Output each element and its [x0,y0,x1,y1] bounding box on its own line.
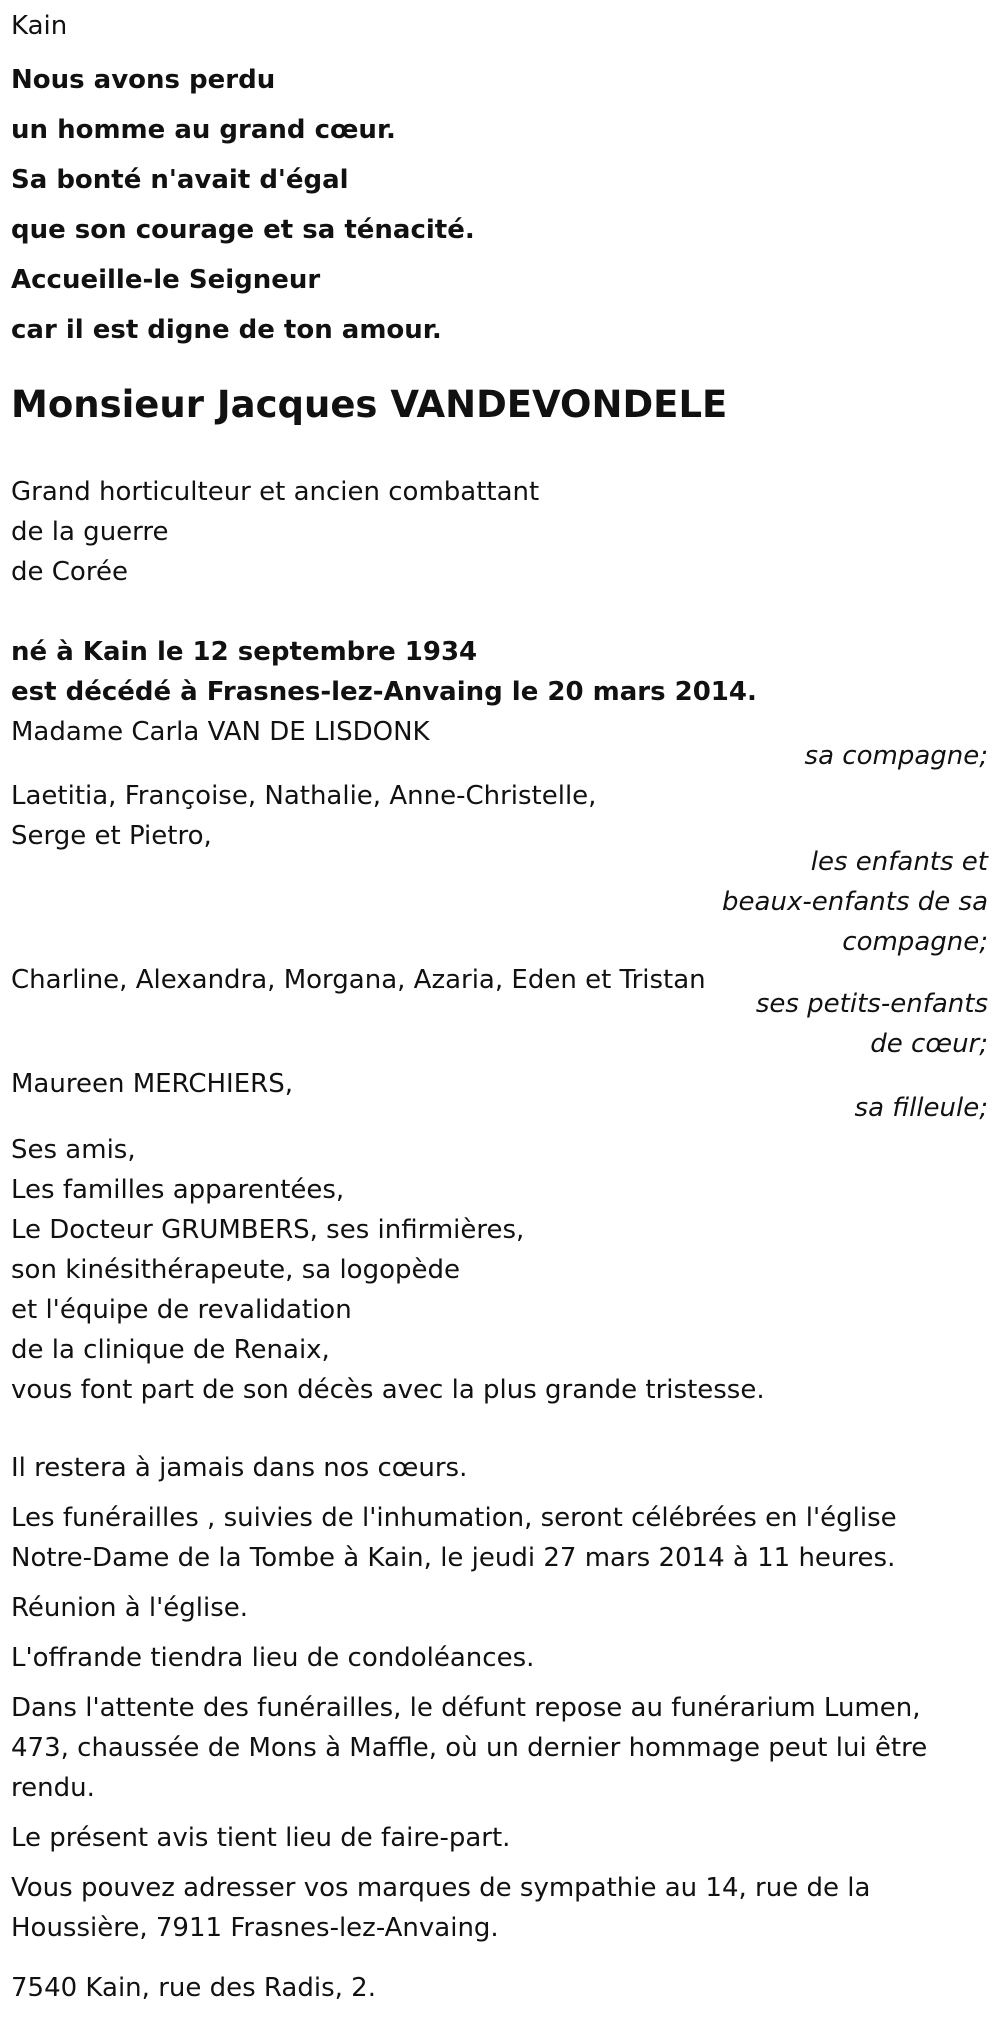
partner-relation: sa compagne; [804,741,988,771]
description-line: de la guerre [11,517,169,547]
sympathy-line: Houssière, 7911 Frasnes-lez-Anvaing. [11,1913,499,1943]
description [11,472,539,592]
children [11,776,596,856]
sympathy-info [11,1868,870,1948]
birth-line: né à Kain le 12 septembre 1934 [11,637,478,667]
rest-info [11,1688,927,1808]
children-line: Serge et Pietro, [11,821,212,851]
verse-line: Sa bonté n'avait d'égal [11,165,349,195]
relation-line: beaux-enfants de sa [722,887,988,917]
children-line: Laetitia, Françoise, Nathalie, Anne-Christelle, [11,781,597,811]
sympathy-line: Vous pouvez adresser vos marques de sympathie au 14, rue de la [11,1873,871,1903]
meeting-info: Réunion à l'église. [11,1593,249,1623]
verse-line: Accueille-le Seigneur [11,265,321,295]
grandchildren-relation [664,984,994,1064]
deceased-name: Monsieur Jacques VANDEVONDELE [11,383,728,426]
partner-name: Madame Carla VAN DE LISDONK [11,717,430,747]
others-line: Ses amis, [11,1135,136,1165]
rest-line: Dans l'attente des funérailles, le défunt repose au funérarium Lumen, [11,1693,921,1723]
description-line: Grand horticulteur et ancien combattant [11,477,540,507]
relation-line: compagne; [842,927,988,957]
rest-line: rendu. [11,1773,95,1803]
verse [11,55,475,355]
dates [11,632,757,712]
funeral-info [11,1498,897,1578]
others-line: Le Docteur GRUMBERS, ses infirmières, [11,1215,525,1245]
offering-info: L'offrande tiendra lieu de condoléances. [11,1643,535,1673]
death-line: est décédé à Frasnes-lez-Anvaing le 20 mars 2014. [11,677,757,707]
goddaughter-name: Maureen MERCHIERS, [11,1069,293,1099]
description-line: de Corée [11,557,128,587]
funeral-line: Les funérailles , suivies de l'inhumation, seront célébrées en l'église [11,1503,897,1533]
notice: Le présent avis tient lieu de faire-part. [11,1823,511,1853]
others [11,1130,765,1410]
relation-line: les enfants et [810,847,988,877]
children-relation [664,842,994,962]
others-line: et l'équipe de revalidation [11,1295,352,1325]
relation-line: de cœur; [870,1029,988,1059]
others-line: Les familles apparentées, [11,1175,345,1205]
others-line: vous font part de son décès avec la plus grande tristesse. [11,1375,765,1405]
remembrance: Il restera à jamais dans nos cœurs. [11,1453,468,1483]
goddaughter-relation: sa filleule; [854,1093,988,1123]
funeral-line: Notre-Dame de la Tombe à Kain, le jeudi 27 mars 2014 à 11 heures. [11,1543,896,1573]
others-line: de la clinique de Renaix, [11,1335,330,1365]
verse-line: que son courage et sa ténacité. [11,215,475,245]
rest-line: 473, chaussée de Mons à Maffle, où un dernier hommage peut lui être [11,1733,928,1763]
place-header: Kain [11,11,68,41]
others-line: son kinésithérapeute, sa logopède [11,1255,460,1285]
verse-line: Nous avons perdu [11,65,276,95]
relation-line: ses petits-enfants [755,989,988,1019]
family-address: 7540 Kain, rue des Radis, 2. [11,1973,376,2003]
grandchildren-names: Charline, Alexandra, Morgana, Azaria, Eden et Tristan [11,965,706,995]
verse-line: un homme au grand cœur. [11,115,396,145]
verse-line: car il est digne de ton amour. [11,315,442,345]
